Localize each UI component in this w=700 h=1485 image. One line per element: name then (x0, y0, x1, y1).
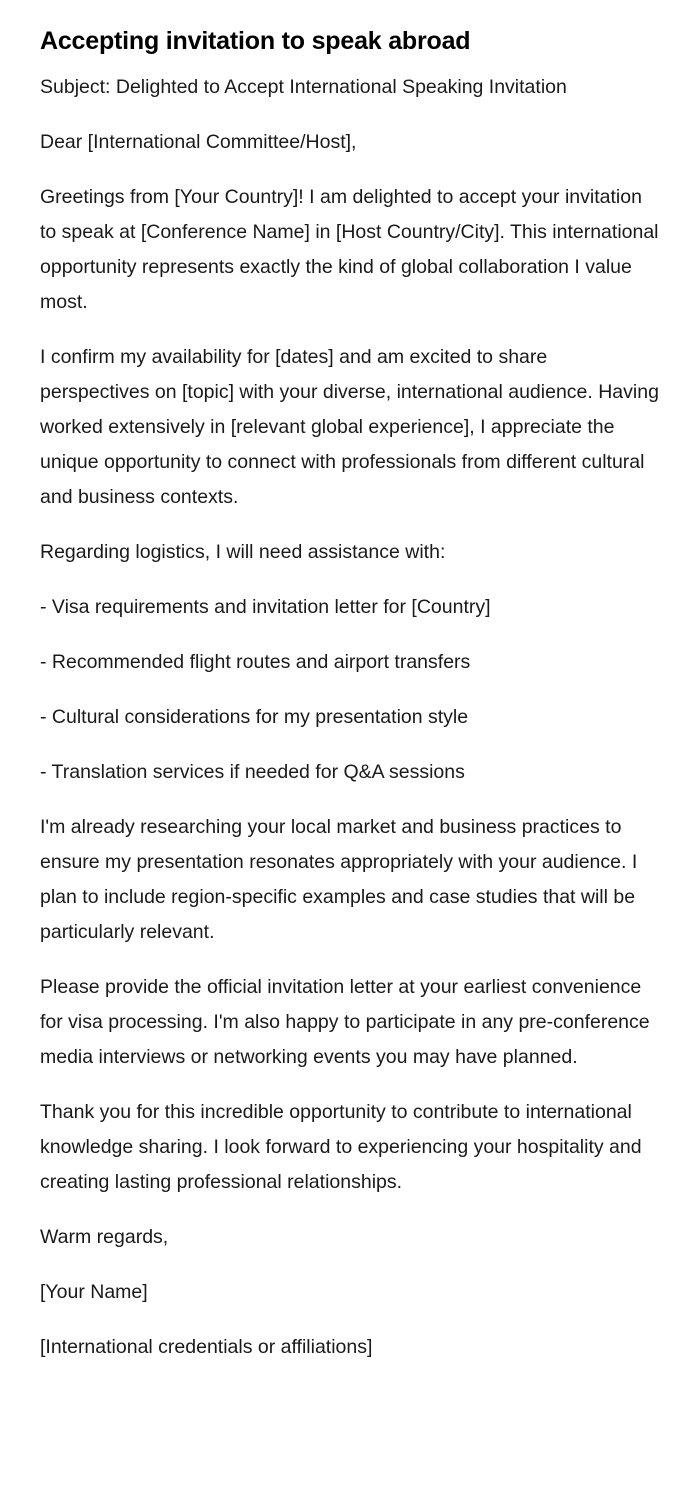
signature-credentials: [International credentials or affiliations] (40, 1336, 373, 1358)
logistics-item: - Visa requirements and invitation letter for [Country] (40, 596, 491, 618)
body-paragraph-availability: I confirm my availability for [dates] and am excited to share perspectives on [topic] with your diverse, international audience. Having worked extensively in [relevant global experience], I appreciate the unique opportunity to connect with professionals from different cultural and business contexts. (40, 346, 659, 508)
logistics-item: - Cultural considerations for my presentation style (40, 706, 469, 728)
document-title: Accepting invitation to speak abroad (40, 27, 471, 55)
body-paragraph-thanks: Thank you for this incredible opportunity to contribute to international knowledge sharing. I look forward to experiencing your hospitality and creating lasting professional relationships. (40, 1101, 642, 1193)
subject-line: Subject: Delighted to Accept International Speaking Invitation (40, 76, 567, 98)
body-paragraph-request: Please provide the official invitation letter at your earliest convenience for visa processing. I'm also happy to participate in any pre-conference media interviews or networking events you may have planned. (40, 976, 650, 1068)
body-paragraph-greeting: Greetings from [Your Country]! I am delighted to accept your invitation to speak at [Conference Name] in [Host Country/City]. This international opportunity represents exactly the kind of global collaboration I value most. (40, 186, 659, 313)
body-paragraph-research: I'm already researching your local market and business practices to ensure my presentation resonates appropriately with your audience. I plan to include region-specific examples and case studies that will be particularly relevant. (40, 816, 638, 943)
signature-name: [Your Name] (40, 1281, 148, 1303)
salutation: Dear [International Committee/Host], (40, 131, 357, 153)
logistics-item: - Translation services if needed for Q&A sessions (40, 761, 465, 783)
closing: Warm regards, (40, 1226, 169, 1248)
logistics-intro: Regarding logistics, I will need assistance with: (40, 541, 446, 563)
logistics-item: - Recommended flight routes and airport transfers (40, 651, 471, 673)
